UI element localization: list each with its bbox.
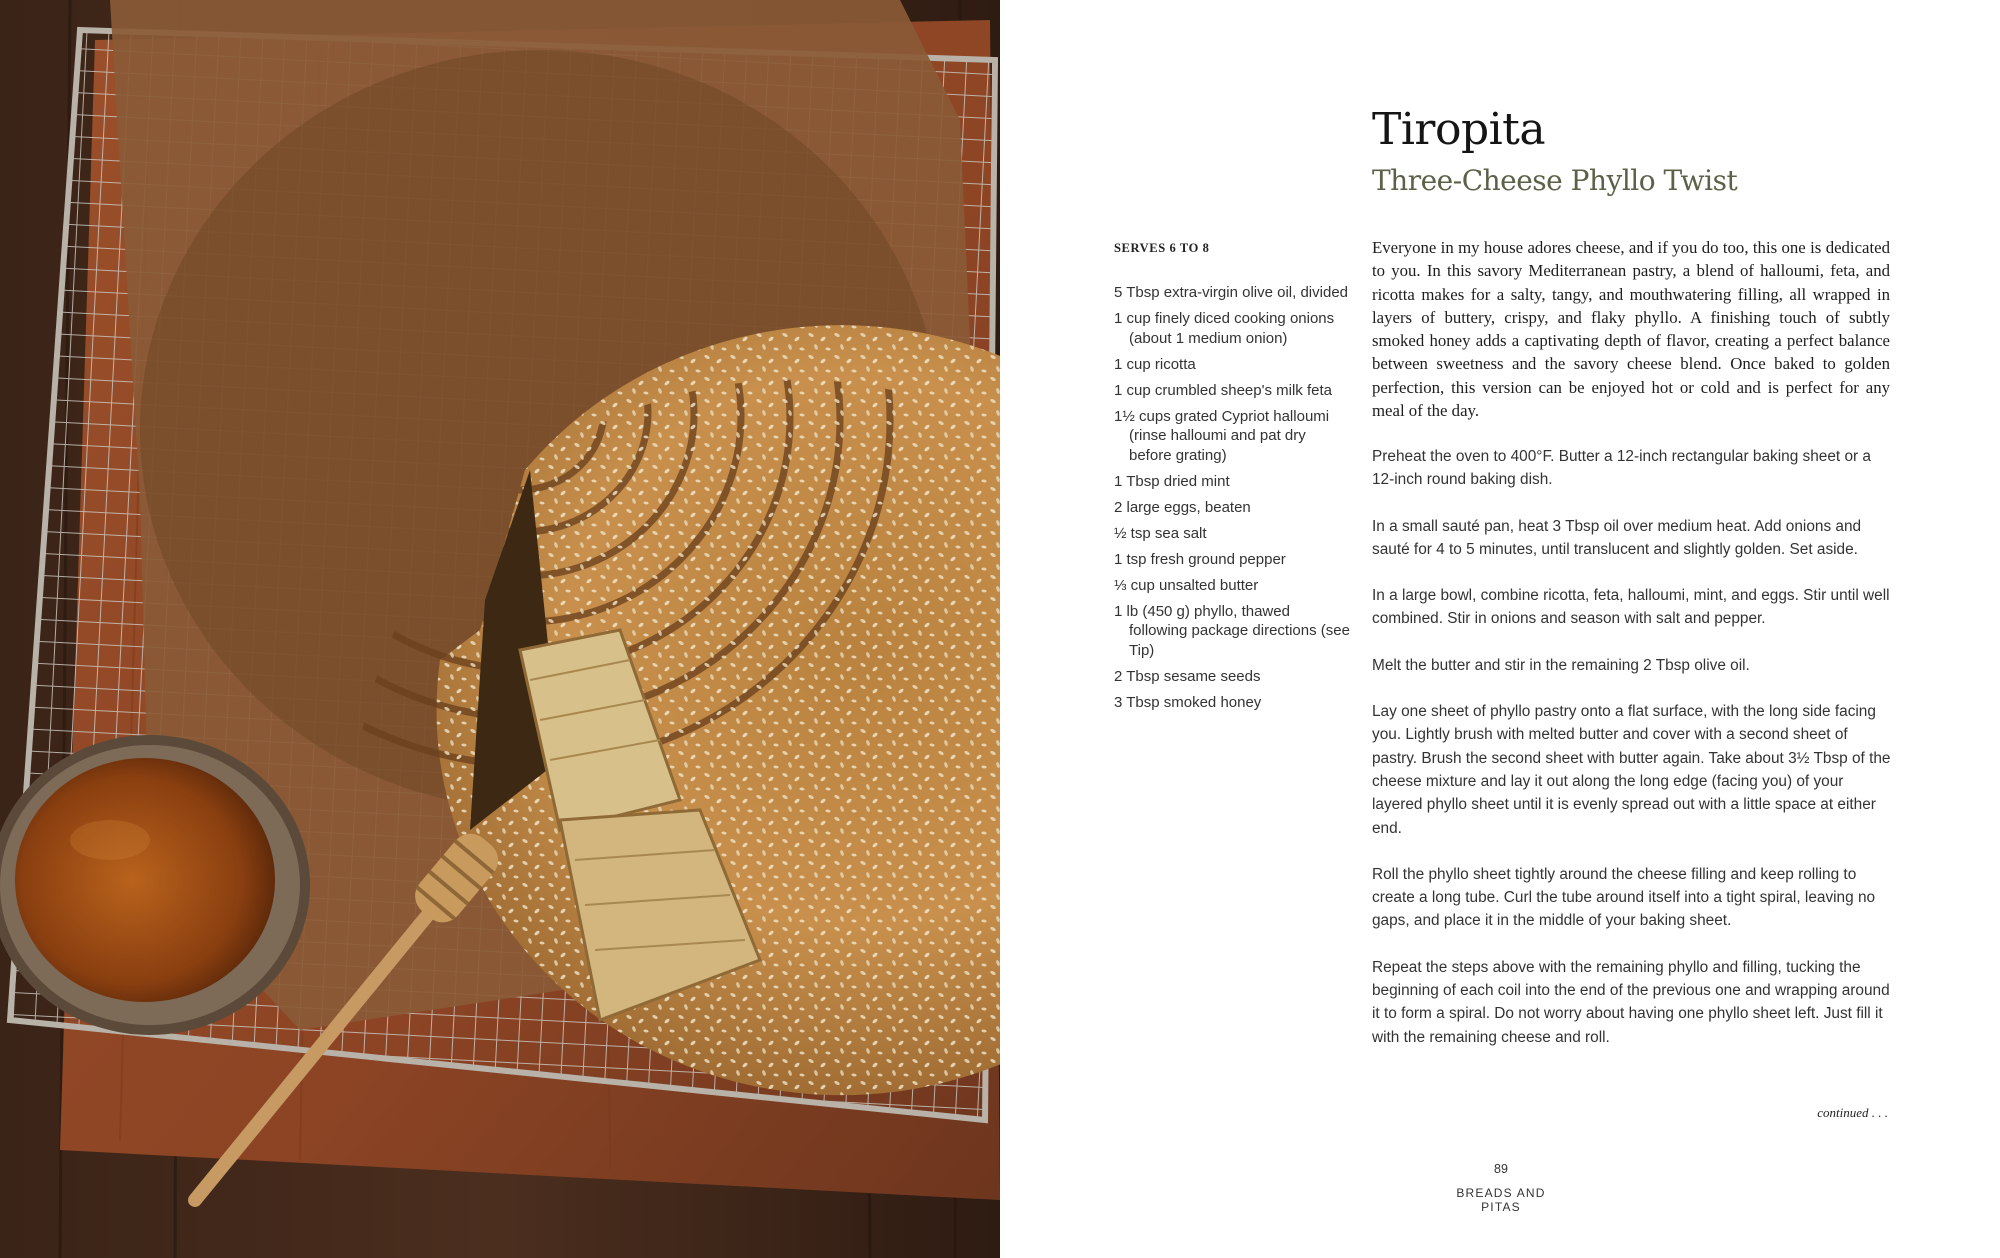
ingredient-item: 1 cup ricotta [1114,355,1196,373]
ingredient-item: ⅓ cup unsalted butter [1114,576,1259,594]
method-step: Preheat the oven to 400°F. Butter a 12-inch rectangular baking sheet or a 12-inch round baking dish. [1372,448,1871,489]
method-step: Lay one sheet of phyllo pastry onto a flat surface, with the long side facing you. Lightly brush with melted butter and cover with a second sheet of pastry. Brush the second sheet with butter again. Take about 3½ Tbsp of the cheese mixture and lay it out along the long edge (facing you) of your layered phyllo sheet until it is evenly spread out with a little space at either end. [1372,703,1891,837]
recipe-intro: Everyone in my house adores cheese, and if you do too, this one is dedicated to you. In this savory Mediterranean pastry, a blend of halloumi, feta, and ricotta makes for a salty, tangy, and mouthwatering filling, all wrapped in layers of buttery, crispy, and flaky phyllo. A finishing touch of subtly smoked honey adds a captivating depth of flavor, creating a perfect balance between sweetness and the savory cheese blend. Once baked to golden perfection, this version can be enjoyed hot or cold and is perfect for any meal of the day. [1372,238,1890,421]
ingredient-item: 1 tsp fresh ground pepper [1114,550,1286,568]
ingredient-item: ½ tsp sea salt [1114,524,1207,542]
ingredient-item: 1 cup crumbled sheep's milk feta [1114,381,1332,399]
ingredient-item: 2 large eggs, beaten [1114,498,1251,516]
ingredient-list [1114,283,1350,719]
method-step: In a small sauté pan, heat 3 Tbsp oil over medium heat. Add onions and sauté for 4 to 5 minutes, until translucent and slightly golden. Set aside. [1372,517,1862,558]
continued-note: continued . . . [1817,1105,1888,1120]
ingredient-item: 2 Tbsp sesame seeds [1114,667,1261,685]
section-name: BREADS AND PITAS [1456,1186,1546,1214]
recipe-title: Tiropita [1372,104,1546,155]
method-steps [1372,445,1892,1072]
method-step: Repeat the steps above with the remaining phyllo and filling, tucking the beginning of each coil into the end of the previous one and wrapping around it to form a spiral. Do not worry about having one phyllo sheet left. Just fill it with the remaining cheese and roll. [1372,958,1890,1046]
method-step: In a large bowl, combine ricotta, feta, halloumi, mint, and eggs. Stir until well combined. Stir in onions and season with salt and pepper. [1372,587,1890,628]
page-number: 89 [1494,1162,1508,1176]
ingredient-item: 1 cup finely diced cooking onions (about 1 medium onion) [1114,310,1335,347]
method-step: Roll the phyllo sheet tightly around the cheese filling and keep rolling to create a long tube. Curl the tube around itself into a tight spiral, leaving no gaps, and place it in the middle of your baking sheet. [1372,865,1876,930]
serves-label: SERVES 6 TO 8 [1114,241,1210,255]
ingredient-item: 1 Tbsp dried mint [1114,472,1230,490]
recipe-subtitle: Three-Cheese Phyllo Twist [1372,164,1738,197]
ingredient-item: 5 Tbsp extra-virgin olive oil, divided [1114,284,1349,301]
method-step: Melt the butter and stir in the remaining 2 Tbsp olive oil. [1372,656,1750,674]
ingredient-item: 3 Tbsp smoked honey [1114,693,1262,711]
ingredient-item: 1½ cups grated Cypriot halloumi (rinse halloumi and pat dry before grating) [1114,407,1330,464]
ingredient-item: 1 lb (450 g) phyllo, thawed following package directions (see Tip) [1114,602,1350,659]
